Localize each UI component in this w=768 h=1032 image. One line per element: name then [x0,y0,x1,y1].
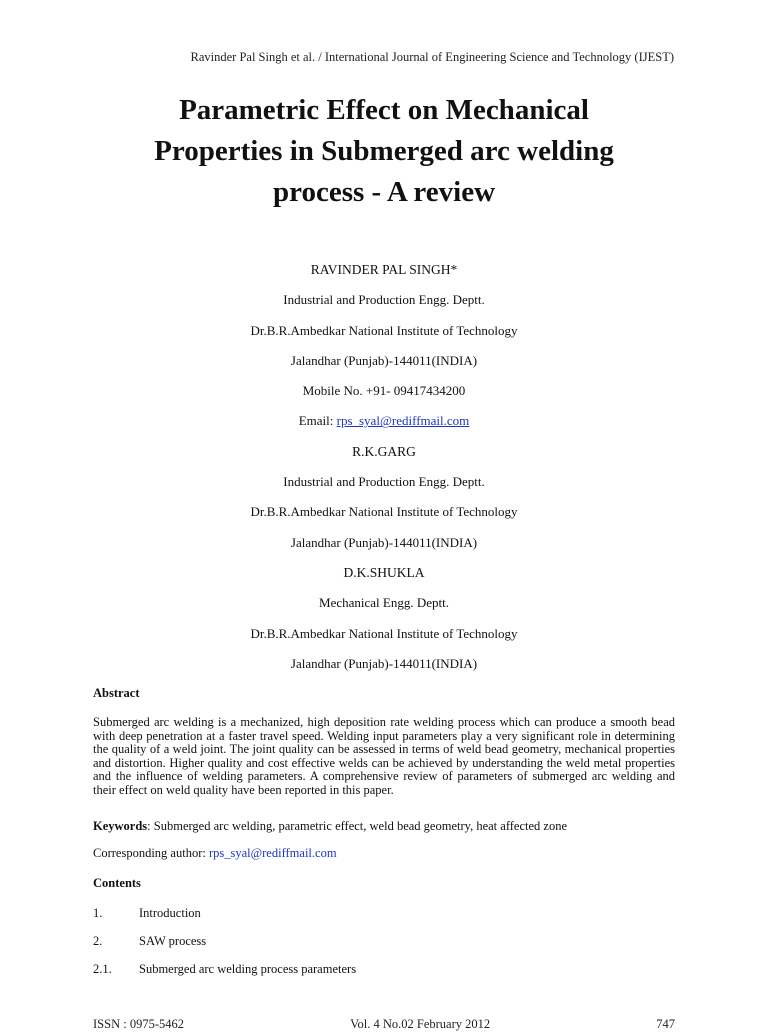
toc-item [93,934,206,949]
paper-title [0,90,768,213]
footer-volume: Vol. 4 No.02 February 2012 [350,1017,491,1031]
author-block [0,262,768,686]
author-1-mobile: Mobile No. +91- 09417434200 [302,383,466,399]
toc-number: 1. [93,906,103,920]
toc-label: Submerged arc welding process parameters [139,962,357,976]
author-1-email-line [0,413,768,443]
author-2-dept: Industrial and Production Engg. Deptt. [283,474,485,490]
toc-label: Introduction [139,906,201,920]
corresponding-label: Corresponding author: [93,846,209,860]
toc-number: 2.1. [93,962,112,976]
footer-issn: ISSN : 0975-5462 [93,1017,184,1031]
abstract-heading: Abstract [93,686,140,700]
keywords-label: Keywords [93,819,148,833]
page-footer [93,1017,675,1032]
toc-item [93,906,201,921]
toc-item [93,962,356,977]
abstract-body: Submerged arc welding is a mechanized, high deposition rate welding process which can produce a smooth bead with deep penetration at a faster travel speed. Welding input parameters play a very significant role in determining the quality of a weld joint. The joint quality can be assessed in terms of weld bead geometry, mechanical properties and distortion. Higher quality and cost effective welds can be achieved by understanding the weld metal properties and the influence of welding parameters. A comprehensive review of parameters of submerged arc welding and their effect on weld quality have been reported in this paper. [93,715,675,797]
author-1-institute: Dr.B.R.Ambedkar National Institute of Technology [250,322,518,338]
title-line-1: Parametric Effect on Mechanical [179,94,589,126]
author-2-name: R.K.GARG [352,443,416,459]
corresponding-email-link[interactable]: rps_syal@rediffmail.com [208,846,337,860]
email-label: Email: [298,413,337,429]
keywords-line [93,819,675,834]
toc-number: 2. [93,934,103,948]
author-3-dept: Mechanical Engg. Deptt. [319,595,449,611]
title-line-2: Properties in Submerged arc welding [154,135,614,167]
corresponding-author-line [93,846,675,861]
author-3-address: Jalandhar (Punjab)-144011(INDIA) [290,655,478,671]
toc-label: SAW process [139,934,207,948]
author-1-name: RAVINDER PAL SINGH* [310,262,458,277]
footer-page-number: 747 [656,1017,675,1031]
contents-heading: Contents [93,876,141,890]
author-3-name: D.K.SHUKLA [343,564,425,580]
author-2-address: Jalandhar (Punjab)-144011(INDIA) [290,534,478,550]
author-1-address: Jalandhar (Punjab)-144011(INDIA) [290,352,478,368]
author-3-institute: Dr.B.R.Ambedkar National Institute of Technology [250,625,518,641]
keywords-text: : Submerged arc welding, parametric effect, weld bead geometry, heat affected zone [147,819,568,833]
author-1-dept: Industrial and Production Engg. Deptt. [283,292,485,308]
running-header: Ravinder Pal Singh et al. / International Journal of Engineering Science and Technology (IJEST) [190,50,674,64]
author-2-institute: Dr.B.R.Ambedkar National Institute of Technology [250,504,518,520]
title-line-3: process - A review [272,176,496,208]
author-1-email-link[interactable]: rps_syal@rediffmail.com [336,413,470,429]
